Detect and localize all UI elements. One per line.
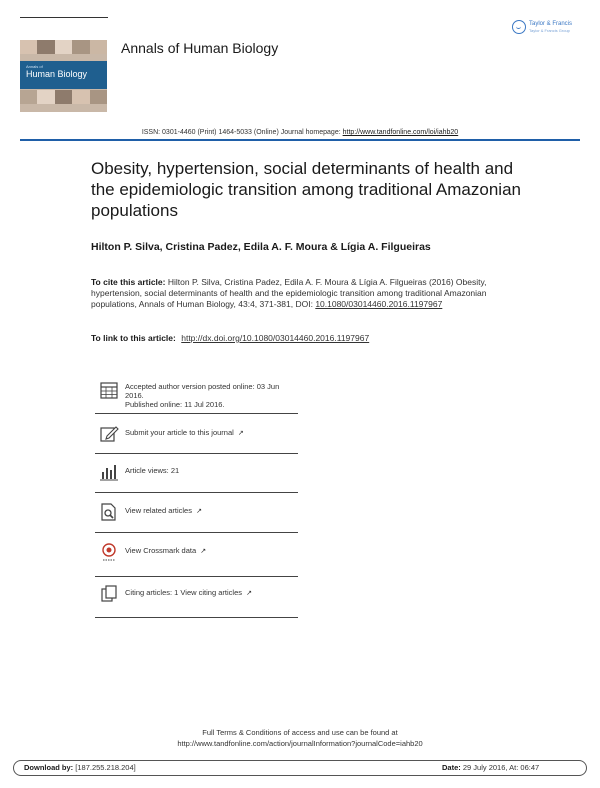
cover-photo-strip — [20, 40, 107, 54]
external-link-icon: ↗ — [246, 590, 252, 597]
terms-url-link[interactable]: http://www.tandfonline.com/action/journalInformation?journalCode=iahb20 — [177, 739, 423, 748]
published-date-text: Published online: 11 Jul 2016. — [125, 400, 225, 409]
journal-title[interactable]: Annals of Human Biology — [121, 40, 279, 56]
download-date — [442, 763, 539, 772]
cover-small-text: Annals of — [26, 64, 43, 69]
article-authors: Hilton P. Silva, Cristina Padez, Edila A. F. Moura & Lígia A. Filgueiras — [91, 241, 431, 253]
download-by — [24, 763, 136, 772]
citing-articles-link[interactable]: Citing articles: 1 View citing articles — [125, 588, 242, 597]
article-doi-url-link[interactable]: http://dx.doi.org/10.1080/03014460.2016.1197967 — [181, 333, 370, 343]
info-divider — [95, 492, 298, 493]
citation-text: Hilton P. Silva, Cristina Padez, Edila A. F. Moura & Lígia A. Filgueiras (2016) Obesity, hypertension, social determinants of health and the epidemiologic transition among traditional Amazonian populations, Annals of Human Biology, 43:4, 371-381, DOI: — [91, 277, 487, 309]
calendar-icon — [99, 380, 119, 400]
submit-article-link[interactable]: Submit your article to this journal — [125, 428, 234, 437]
bar-chart-icon — [99, 462, 119, 482]
citing-articles-item[interactable] — [95, 586, 298, 604]
cover-photo-strip-lower — [20, 90, 107, 104]
info-divider — [95, 413, 298, 414]
terms-text: Full Terms & Conditions of access and use can be found at — [202, 728, 398, 737]
publisher-logo-group: Taylor & Francis Group — [529, 28, 570, 33]
download-info-bar — [13, 760, 587, 776]
cover-title: Human Biology — [26, 69, 88, 79]
cover-title-band — [20, 61, 107, 89]
submit-article-item[interactable] — [95, 426, 298, 444]
publisher-logo[interactable] — [512, 17, 582, 37]
external-link-icon: ↗ — [196, 508, 202, 515]
publisher-logo-name: Taylor & Francis — [529, 21, 573, 27]
taylor-francis-logo-icon — [512, 20, 526, 34]
download-date-value: 29 July 2016, At: 06:47 — [462, 763, 540, 772]
header-divider — [20, 139, 580, 141]
article-views-text: Article views: 21 — [125, 466, 180, 475]
citation-doi-link[interactable]: 10.1080/03014460.2016.1197967 — [315, 299, 443, 309]
crossmark-item[interactable] — [95, 544, 298, 562]
top-rule — [20, 17, 108, 18]
issn-line — [0, 129, 600, 136]
external-link-icon: ↗ — [237, 430, 244, 437]
publication-dates-item — [95, 382, 298, 409]
info-divider — [95, 576, 298, 577]
related-articles-link[interactable]: View related articles — [125, 506, 192, 515]
download-date-label: Date: — [442, 763, 461, 772]
download-by-label: Download by: — [24, 763, 74, 772]
download-ip: [187.255.218.204] — [75, 763, 136, 772]
journal-cover-image[interactable] — [20, 40, 107, 112]
article-title: Obesity, hypertension, social determinants of health and the epidemiologic transition among traditional Amazonian populations — [91, 159, 521, 220]
journal-homepage-link[interactable]: http://www.tandfonline.com/loi/iahb20 — [342, 129, 459, 136]
info-divider — [95, 453, 298, 454]
article-views-item — [95, 464, 298, 482]
related-articles-icon — [99, 502, 119, 522]
crossmark-icon — [99, 542, 119, 562]
terms-footer — [0, 727, 600, 749]
citing-articles-icon — [99, 584, 119, 604]
article-link-line — [91, 333, 369, 343]
edit-icon — [99, 424, 119, 444]
citation-label: To cite this article: — [91, 277, 166, 287]
external-link-icon: ↗ — [200, 548, 207, 555]
info-divider — [95, 617, 298, 618]
info-divider — [95, 532, 298, 533]
citation-block — [91, 277, 511, 310]
article-link-label: To link to this article: — [91, 333, 176, 343]
related-articles-item[interactable] — [95, 504, 298, 522]
issn-text: ISSN: 0301-4460 (Print) 1464-5033 (Online) Journal homepage: — [141, 129, 341, 136]
accepted-date-text: Accepted author version posted online: 03 Jun 2016. — [125, 382, 280, 400]
crossmark-link[interactable]: View Crossmark data — [125, 546, 197, 555]
